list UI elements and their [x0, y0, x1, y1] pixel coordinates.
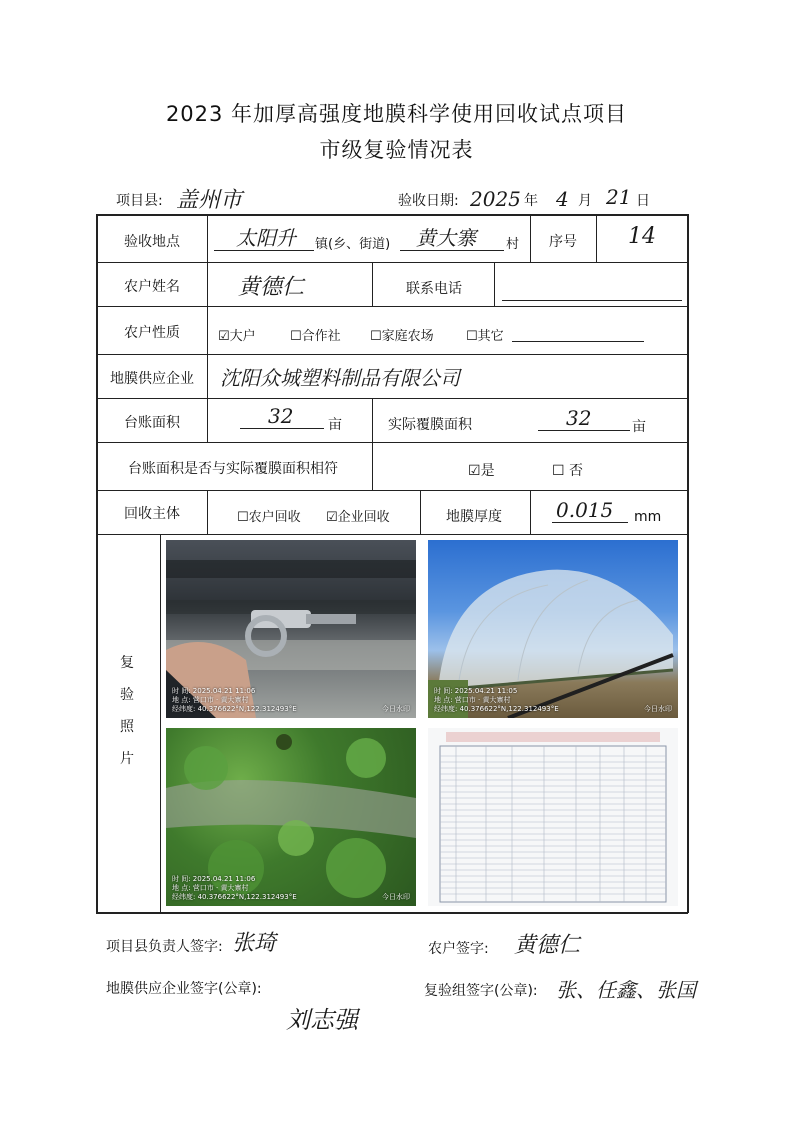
farmer-type-label: 农户性质 [124, 325, 180, 341]
date-month-unit: 月 [578, 193, 592, 209]
photo3-watermark-logo: 今日水印 [382, 893, 410, 901]
ledger-area-unit: 亩 [328, 417, 342, 433]
type-option-family-farm[interactable]: ☐家庭农场 [370, 329, 434, 344]
photo1-time: 时 间: 2025.04.21 11:06 [172, 687, 256, 695]
farmer-signature: 黄德仁 [514, 933, 581, 958]
date-day: 21 [606, 185, 632, 209]
type-option-other[interactable]: ☐其它 [466, 329, 504, 344]
photo3-time: 时 间: 2025.04.21 11:06 [172, 875, 256, 883]
village-suffix: 村 [506, 237, 520, 252]
supplier-value: 沈阳众城塑料制品有限公司 [220, 366, 460, 390]
photo2-watermark-logo: 今日水印 [644, 705, 672, 713]
photo2-place: 地 点: 营口市 · 黄大寨村 [434, 696, 511, 704]
date-year: 2025 [470, 187, 521, 211]
seq-label: 序号 [549, 234, 577, 250]
town-value: 太阳升 [236, 226, 296, 250]
photo1-coord: 经纬度: 40.376622°N,122.312493°E [172, 705, 297, 713]
thickness-unit: mm [634, 509, 662, 525]
thickness-label: 地膜厚度 [446, 509, 502, 525]
photo1-watermark-logo: 今日水印 [382, 705, 410, 713]
town-suffix: 镇(乡、街道) [315, 237, 391, 252]
farmer-name-label: 农户姓名 [124, 279, 180, 295]
photo2-coord: 经纬度: 40.376622°N,122.312493°E [434, 705, 559, 713]
location-label: 验收地点 [124, 234, 180, 250]
photo1-place: 地 点: 营口市 · 黄大寨村 [172, 696, 249, 704]
ledger-area-value: 32 [268, 404, 294, 428]
supplier-signature: 刘志强 [286, 1006, 358, 1034]
actual-area-value: 32 [566, 406, 592, 430]
recycle-option-farmer[interactable]: ☐农户回收 [237, 510, 301, 525]
supplier-sign-label: 地膜供应企业签字(公章): [106, 981, 262, 997]
photo-section-label-2: 验 [120, 687, 134, 703]
ledger-area-label: 台账面积 [124, 415, 180, 431]
supplier-label: 地膜供应企业 [110, 371, 194, 387]
date-label: 验收日期: [398, 193, 459, 209]
photo-section-label-4: 片 [120, 751, 134, 767]
area-match-yes[interactable]: ☑是 [468, 463, 495, 479]
phone-label: 联系电话 [406, 281, 462, 297]
recycle-subject-label: 回收主体 [124, 506, 180, 522]
type-option-cooperative[interactable]: ☐合作社 [290, 329, 341, 344]
area-match-no[interactable]: ☐ 否 [552, 463, 584, 479]
farmer-sign-label: 农户签字: [428, 941, 489, 957]
actual-area-label: 实际覆膜面积 [388, 417, 472, 433]
document-subtitle: 市级复验情况表 [319, 138, 474, 162]
date-year-unit: 年 [524, 193, 538, 209]
county-head-signature: 张琦 [232, 931, 277, 956]
photo3-place: 地 点: 营口市 · 黄大寨村 [172, 884, 249, 892]
photo2-time: 时 间: 2025.04.21 11:05 [434, 687, 518, 695]
photo-section-label-1: 复 [120, 655, 134, 671]
seq-value: 14 [628, 224, 656, 249]
photo-thickness-measurement [166, 540, 416, 718]
actual-area-unit: 亩 [632, 419, 646, 435]
date-month: 4 [556, 187, 569, 211]
document-title: 2023 年加厚高强度地膜科学使用回收试点项目 [165, 102, 628, 126]
village-value: 黄大寨 [416, 226, 476, 250]
date-day-unit: 日 [636, 193, 650, 209]
farmer-name-value: 黄德仁 [238, 275, 305, 300]
photo3-coord: 经纬度: 40.376622°N,122.312493°E [172, 893, 297, 901]
ledger-table-illustration [428, 728, 678, 906]
type-option-large-household[interactable]: ☑大户 [218, 329, 256, 344]
photo-greenhouse [428, 540, 678, 718]
photo-ledger-document [428, 728, 678, 906]
group-signature: 张、任鑫、张国 [556, 978, 696, 1002]
area-match-label: 台账面积是否与实际覆膜面积相符 [128, 461, 338, 477]
group-sign-label: 复验组签字(公章): [424, 983, 538, 999]
county-label: 项目县: [116, 193, 163, 209]
recycle-option-enterprise[interactable]: ☑企业回收 [326, 510, 390, 525]
county-value: 盖州市 [176, 188, 243, 213]
county-head-sign-label: 项目县负责人签字: [106, 939, 223, 955]
thickness-value: 0.015 [556, 498, 614, 522]
photo-crop-field [166, 728, 416, 906]
photo-section-label-3: 照 [120, 719, 134, 735]
